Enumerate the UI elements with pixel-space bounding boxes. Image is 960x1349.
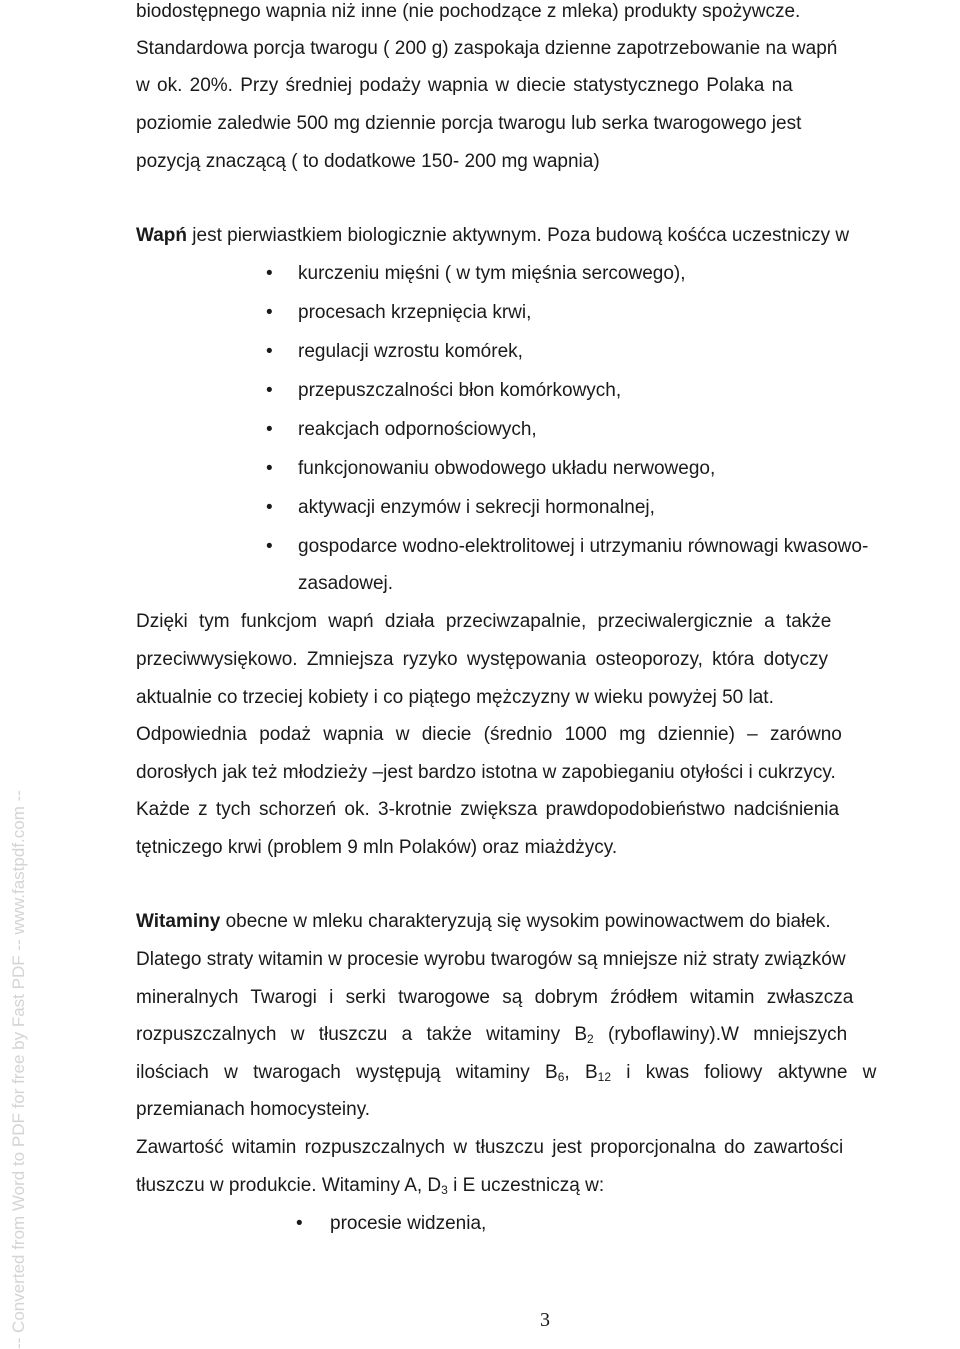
bullet-text: procesie widzenia,: [330, 1213, 487, 1234]
paragraph-line: [136, 798, 958, 822]
bullet-marker: •: [266, 419, 273, 440]
bullet-marker: •: [266, 380, 273, 401]
bullet-marker: •: [266, 458, 273, 479]
bullet-text: reakcjach odpornościowych,: [298, 419, 537, 440]
bullet-item: [298, 535, 958, 559]
line-text: , B: [564, 1062, 598, 1083]
paragraph-line: [136, 1023, 958, 1047]
bullet-item: [298, 340, 958, 364]
paragraph-line: [136, 74, 958, 98]
bullet-item: [298, 301, 958, 325]
bullet-marker: •: [266, 497, 273, 518]
paragraph-line: [136, 723, 958, 747]
vitamins-term: Witaminy: [136, 911, 221, 932]
bullet-text: aktywacji enzymów i sekrecji hormonalnej,: [298, 497, 655, 518]
line-text: ilościach w twarogach występują witaminy B: [136, 1062, 558, 1083]
line-text: przemianach homocysteiny.: [136, 1099, 371, 1120]
bullet-marker: •: [266, 263, 273, 284]
bullet-item: [298, 418, 958, 442]
bullet-marker: •: [266, 302, 273, 323]
subscript: 2: [587, 1032, 594, 1046]
bullet-text: procesach krzepnięcia krwi,: [298, 302, 532, 323]
paragraph-line: [136, 686, 958, 710]
page-number: 3: [540, 1309, 550, 1331]
line-text: rozpuszczalnych w tłuszczu a także witaminy B: [136, 1024, 588, 1045]
paragraph-line: [136, 1136, 958, 1160]
bullet-item-continuation: [298, 572, 958, 596]
bullet-text: gospodarce wodno-elektrolitowej i utrzymaniu równowagi kwasowo-: [298, 536, 869, 557]
bullet-marker: •: [266, 341, 273, 362]
line-text: przeciwwysiękowo. Zmniejsza ryzyko występowania osteoporozy, która dotyczy: [136, 649, 829, 670]
line-text: i kwas foliowy aktywne w: [611, 1062, 877, 1083]
bullet-item: [298, 262, 958, 286]
line-text: tętniczego krwi (problem 9 mln Polaków) oraz miażdżycy.: [136, 837, 618, 858]
bullet-item: [330, 1212, 930, 1236]
paragraph-line: [136, 836, 958, 860]
line-text: Każde z tych schorzeń ok. 3-krotnie zwiększa prawdopodobieństwo nadciśnienia: [136, 799, 840, 820]
line-text: i E uczestniczą w:: [447, 1175, 605, 1196]
line-text: Dlatego straty witamin w procesie wyrobu twarogów są mniejsze niż straty związków: [136, 949, 846, 970]
paragraph-line: [136, 37, 958, 61]
line-text: (ryboflawiny).W mniejszych: [593, 1024, 848, 1045]
bullet-marker: •: [296, 1213, 303, 1234]
subscript: 6: [557, 1070, 565, 1084]
bullet-text: zasadowej.: [298, 573, 394, 594]
subscript: 3: [441, 1183, 448, 1197]
paragraph-line: [136, 1098, 958, 1122]
bullet-text: funkcjonowaniu obwodowego układu nerwowego,: [298, 458, 716, 479]
paragraph-line: [136, 761, 958, 785]
calcium-intro-text: jest pierwiastkiem biologicznie aktywnym. Poza budową kośćca uczestniczy w: [187, 225, 850, 246]
vitamins-intro-line: [136, 910, 958, 934]
paragraph-line: [136, 112, 958, 136]
bullet-item: [298, 379, 958, 403]
calcium-intro-line: [136, 224, 958, 248]
paragraph-line: [136, 948, 958, 972]
calcium-term: Wapń: [136, 225, 188, 246]
line-text: mineralnych Twarogi i serki twarogowe są dobrym źródłem witamin zwłaszcza: [136, 987, 854, 1008]
bullet-item: [298, 457, 958, 481]
bullet-marker: •: [266, 536, 273, 557]
converter-watermark: -- Converted from Word to PDF for free by Fast PDF -- www.fastpdf.com --: [9, 790, 28, 1349]
line-text: aktualnie co trzeciej kobiety i co piątego mężczyzny w wieku powyżej 50 lat.: [136, 687, 774, 708]
line-text: dorosłych jak też młodzieży –jest bardzo istotna w zapobieganiu otyłości i cukrzycy.: [136, 762, 836, 783]
line-text: obecne w mleku charakteryzują się wysokim powinowactwem do białek.: [220, 911, 831, 932]
subscript: 12: [597, 1070, 611, 1084]
line-text: Odpowiednia podaż wapnia w diecie (średnio 1000 mg dziennie) – zarówno: [136, 724, 842, 745]
paragraph-line: [136, 648, 958, 672]
paragraph-line: [136, 0, 958, 24]
paragraph-line: [136, 986, 958, 1010]
line-text: Zawartość witamin rozpuszczalnych w tłuszczu jest proporcjonalna do zawartości: [136, 1137, 844, 1158]
paragraph-line: [136, 1174, 958, 1198]
paragraph-line: [136, 1061, 958, 1085]
bullet-item: [298, 496, 958, 520]
line-text: biodostępnego wapnia niż inne (nie pochodzące z mleka) produkty spożywcze.: [136, 1, 801, 22]
line-text: pozycją znaczącą ( to dodatkowe 150- 200 mg wapnia): [136, 151, 600, 172]
bullet-text: kurczeniu mięśni ( w tym mięśnia sercowego),: [298, 263, 686, 284]
line-text: Dzięki tym funkcjom wapń działa przeciwzapalnie, przeciwalergicznie a także: [136, 611, 832, 632]
line-text: Standardowa porcja twarogu ( 200 g) zaspokaja dzienne zapotrzebowanie na wapń: [136, 38, 838, 59]
line-text: poziomie zaledwie 500 mg dziennie porcja twarogu lub serka twarogowego jest: [136, 113, 802, 134]
paragraph-line: [136, 150, 958, 174]
line-text: w ok. 20%. Przy średniej podaży wapnia w diecie statystycznego Polaka na: [136, 75, 793, 96]
bullet-text: regulacji wzrostu komórek,: [298, 341, 523, 362]
line-text: tłuszczu w produkcie. Witaminy A, D: [136, 1175, 442, 1196]
bullet-text: przepuszczalności błon komórkowych,: [298, 380, 622, 401]
paragraph-line: [136, 610, 958, 634]
